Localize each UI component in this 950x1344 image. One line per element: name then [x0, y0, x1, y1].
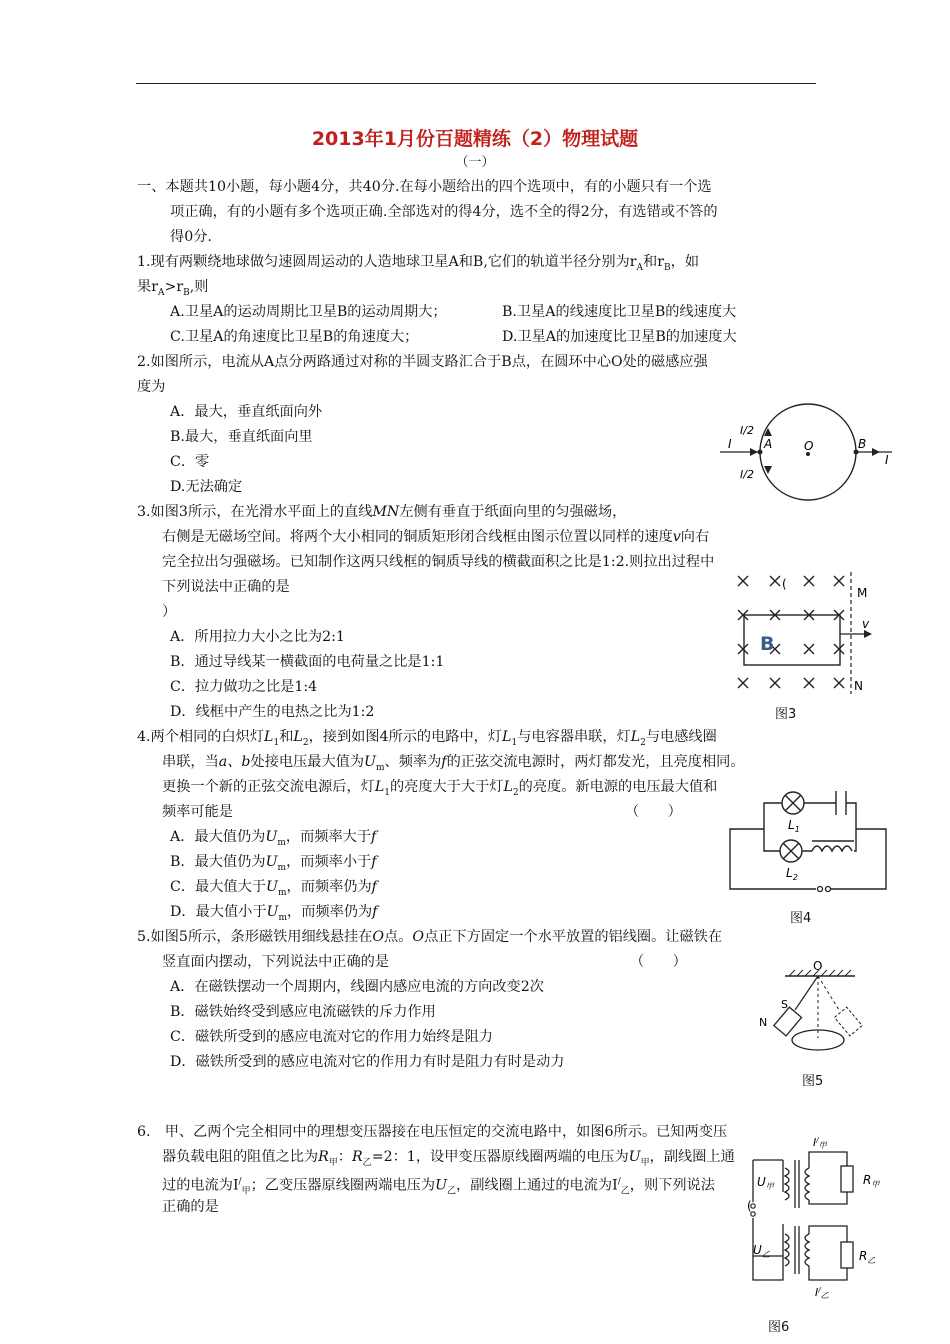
label-s: S [781, 998, 788, 1011]
q4-stem-4: 频率可能是 [162, 804, 233, 820]
resistor-yi [841, 1242, 853, 1268]
bar-magnet-ghost [834, 1007, 862, 1036]
section-instructions-1: 一、本题共10小题，每小题4分，共40分.在每小题给出的四个选项中，有的小题只有一个选 [137, 179, 712, 195]
figure-3-caption: 图3 [775, 707, 797, 722]
figure-5-caption: 图5 [802, 1074, 824, 1089]
q6-stem-4: 正确的是 [162, 1199, 219, 1215]
figure-2-circuit-ring [720, 400, 900, 510]
q3-option-a: A．所用拉力大小之比为2:1 [170, 629, 345, 645]
q5-option-a: A．在磁铁摆动一个周期内，线圈内感应电流的方向改变2次 [170, 979, 544, 995]
figure-6-caption: 图6 [768, 1320, 790, 1335]
label-n: N [759, 1016, 768, 1029]
terminal-a [818, 887, 823, 892]
q4-stem-1: 4.两个相同的白炽灯$L_1$和$L_2$，接到如图4所示的电路中，灯$L_1$与电容器串联，灯$L_2$与电感线圈 [137, 729, 717, 748]
q6-stem-3: 过的电流为$I^/_甲$；乙变压器原线圈两端电压为$U_乙$，副线圈上通过的电流为$I^/_乙$，则下列说法 [162, 1177, 715, 1197]
label-b: B [858, 437, 867, 451]
terminal-b [826, 887, 831, 892]
q3-option-d: D．线框中产生的电热之比为1:2 [170, 704, 375, 720]
label-v: v [862, 617, 870, 631]
label-i-in: I [728, 437, 732, 451]
q4-option-d: D．最大值小于$U_m$，而频率仍为f [170, 904, 378, 923]
string [795, 976, 818, 1010]
q5-answer-blank: （ ） [630, 954, 687, 970]
label-a: A [764, 437, 773, 451]
q1-option-a: A.卫星A的运动周期比卫星B的运动周期大； [170, 304, 447, 320]
label-u-jia: $U_甲$ [757, 1175, 774, 1191]
label-m: M [857, 586, 868, 600]
arrow-icon [872, 448, 880, 456]
label-b-field: B [760, 633, 775, 655]
label-r-jia: $R_甲$ [863, 1173, 880, 1189]
q3-option-c: C．拉力做功之比是1:4 [170, 679, 318, 695]
label-o: O [813, 959, 823, 973]
secondary-coil-jia [805, 1168, 809, 1200]
label-half-top: I/2 [740, 424, 754, 437]
q5-option-b: B．磁铁始终受到感应电流磁铁的斥力作用 [170, 1004, 436, 1020]
q1-option-b: B.卫星A的线速度比卫星B的线速度大 [502, 304, 737, 320]
q6-stem-2: 器负载电阻的阻值之比为$R_甲$：$R_乙=2$：1，设甲变压器原线圈两端的电压为$U_甲$，副线圈上通 [162, 1149, 735, 1168]
q5-option-c: C．磁铁所受到的感应电流对它的作用力始终是阻力 [170, 1029, 493, 1045]
q1-option-d: D.卫星A的加速度比卫星B的加速度大 [502, 329, 737, 345]
label-l1: $L_1$ [788, 818, 800, 834]
q1-stem-1: 1.现有两颗绕地球做匀速圆周运动的人造地球卫星A和B,它们的轨道半径分别为$r_A$和$r_B$，如 [137, 254, 700, 273]
q4-stem-3: 更换一个新的正弦交流电源后，灯$L_1$的亮度大于大于灯$L_2$的亮度。新电源的电压最大值和 [162, 779, 718, 798]
secondary-coil-yi [805, 1234, 809, 1266]
section-instructions-2: 项正确，有的小题有多个选项正确.全部选对的得4分，选不全的得2分，有选错或不答的 [170, 204, 718, 220]
label-l2: $L_2$ [786, 866, 798, 882]
wire-frame [744, 615, 840, 665]
string-ghost [818, 976, 839, 1010]
q4-stem-2: 串联，当a、b处接电压最大值为$U_m$、频率为f的正弦交流电源时，两灯都发光，且亮度相同。 [162, 754, 745, 773]
outer-loop [730, 829, 886, 889]
label-half-bottom: I/2 [740, 468, 754, 481]
q2-stem-2: 度为 [137, 379, 166, 395]
q2-option-d: D.无法确定 [170, 479, 243, 495]
field-crosses [738, 576, 844, 688]
point-a [758, 450, 763, 455]
q5-stem-1: 5.如图5所示，条形磁铁用细线悬挂在O点。O点正下方固定一个水平放置的铝线圈。让磁铁在 [137, 929, 723, 945]
label-o: O [804, 439, 814, 453]
resistor-jia [841, 1166, 853, 1192]
inductor-coil [812, 846, 852, 851]
q5-option-d: D．磁铁所受到的感应电流对它的作用力有时是阻力有时是动力 [170, 1054, 565, 1070]
label-i-jia: $I^/_甲$ [813, 1136, 827, 1150]
section-instructions-3: 得0分. [170, 229, 212, 245]
page-subtitle: （一） [455, 155, 495, 170]
upper-branch [764, 803, 856, 829]
header-rule [136, 83, 816, 84]
label-paren: ( [782, 577, 787, 591]
q2-option-b: B.最大，垂直纸面向里 [170, 429, 313, 445]
q4-option-c: C．最大值大于$U_m$，而频率仍为f [170, 879, 377, 898]
q5-stem-2: 竖直面内摆动，下列说法中正确的是 [162, 954, 390, 970]
q3-stem-5: ） [162, 604, 177, 620]
q3-stem-2: 右侧是无磁场空间。将两个大小相同的铜质矩形闭合线框由图示位置以同样的速度v向右 [162, 529, 710, 545]
arrow-icon [750, 448, 758, 456]
q6-stem-1: 6. 甲、乙两个完全相同中的理想变压器接在电压恒定的交流电路中，如图6所示。已知两变压 [137, 1124, 728, 1140]
q3-option-b: B．通过导线某一横截面的电荷量之比是1:1 [170, 654, 445, 670]
q2-option-a: A．最大，垂直纸面向外 [170, 404, 323, 420]
q1-stem-2: 果$r_A>r_B$,则 [137, 279, 209, 298]
label-n: N [854, 679, 863, 693]
label-i-out: I [885, 453, 889, 467]
q1-option-c: C.卫星A的角速度比卫星B的角速度大； [170, 329, 419, 345]
q3-stem-1: 3.如图3所示，在光滑水平面上的直线MN左侧有垂直于纸面向里的匀强磁场， [137, 504, 627, 520]
q4-option-a: A．最大值仍为$U_m$，而频率大于f [170, 829, 377, 848]
q2-option-c: C．零 [170, 454, 210, 470]
figure-5-magnet-pendulum [755, 958, 880, 1058]
label-paren: ( [747, 1199, 752, 1213]
page-title: 2013年1月份百题精练（2）物理试题 [311, 128, 639, 150]
q4-option-b: B．最大值仍为$U_m$，而频率小于f [170, 854, 377, 873]
lower-branch [764, 829, 856, 851]
q3-stem-3: 完全拉出匀强磁场。已知制作这两只线框的铜质导线的横截面积之比是1:2.则拉出过程中 [162, 554, 715, 570]
q2-stem-1: 2.如图所示，电流从A点分两路通过对称的半圆支路汇合于B点，在圆环中心O处的磁感应强 [137, 354, 708, 370]
arrow-icon [864, 630, 872, 638]
q3-stem-4: 下列说法中正确的是 [162, 579, 290, 595]
primary-coil-yi [785, 1234, 789, 1266]
label-i-yi: $I^/_乙$ [815, 1286, 829, 1300]
label-u-yi: $U_乙$ [753, 1243, 770, 1259]
figure-4-caption: 图4 [790, 911, 812, 926]
q4-answer-blank: （ ） [625, 804, 682, 820]
figure-4-circuit [728, 785, 893, 895]
figure-6-transformers [735, 1130, 895, 1302]
figure-3-magnetic-field [730, 572, 880, 697]
bar-magnet [774, 1007, 802, 1036]
label-r-yi: $R_乙$ [859, 1249, 876, 1265]
primary-coil-jia [785, 1168, 789, 1200]
